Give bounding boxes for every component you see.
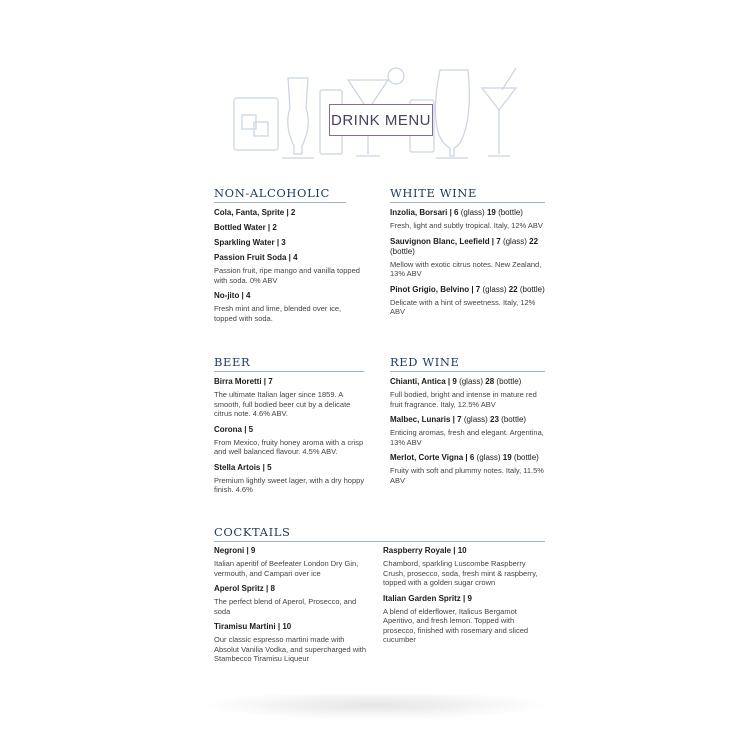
section-title-non-alcoholic: NON-ALCOHOLIC bbox=[214, 186, 346, 203]
menu-title: DRINK MENU bbox=[329, 104, 433, 136]
item-name: Bottled Water | 2 bbox=[214, 223, 277, 232]
item-name: Tiramisu Martini | 10 bbox=[214, 622, 292, 631]
menu-item bbox=[214, 463, 369, 495]
item-name: Pinot Grigio, Belvino | 7 (glass) 22 (bottle) bbox=[390, 284, 545, 294]
item-name: Corona | 5 bbox=[214, 424, 254, 434]
section-title-beer: BEER bbox=[214, 355, 364, 372]
item-name: Stella Artois | 5 bbox=[214, 462, 272, 472]
item-description: The perfect blend of Aperol, Prosecco, and soda bbox=[214, 597, 357, 616]
menu-item bbox=[383, 546, 543, 588]
menu-item bbox=[214, 238, 364, 248]
page-shadow bbox=[200, 690, 550, 720]
item-name: Merlot, Corte Vigna | 6 (glass) 19 (bottle) bbox=[390, 453, 539, 462]
item-name: Negroni | 9 bbox=[214, 546, 256, 555]
item-name: Birra Moretti | 7 bbox=[214, 377, 273, 386]
cocktails-right-list bbox=[383, 546, 543, 649]
red-wine-list bbox=[390, 377, 545, 489]
item-description: Enticing aromas, fresh and elegant. Argentina, 13% ABV bbox=[390, 428, 544, 447]
hurricane-glass-icon bbox=[282, 78, 314, 158]
item-name: Inzolia, Borsari | 6 (glass) 19 (bottle) bbox=[390, 208, 523, 217]
menu-item bbox=[214, 223, 364, 233]
item-description: Mellow with exotic citrus notes. New Zealand, 13% ABV bbox=[390, 259, 542, 278]
menu-item bbox=[214, 425, 369, 457]
item-description: Our classic espresso martini made with Absolut Vanilia Vodka, and supercharged with Stambecco Tiramisu Liqueur bbox=[214, 635, 367, 663]
menu-item bbox=[390, 453, 545, 485]
section-title-white-wine: WHITE WINE bbox=[390, 186, 545, 203]
item-name: Italian Garden Spritz | 9 bbox=[383, 593, 472, 603]
item-description: From Mexico, fruity honey aroma with a crisp and well balanced flavour. 4.5% ABV. bbox=[214, 437, 364, 456]
item-description: Premium lightly sweet lager, with a dry hoppy finish. 4.6% bbox=[214, 475, 365, 494]
menu-item bbox=[390, 415, 545, 447]
item-description: Fresh mint and lime, blended over ice, topped with soda. bbox=[214, 304, 342, 323]
item-name: Aperol Spritz | 8 bbox=[214, 584, 275, 593]
item-name: Malbec, Lunaris | 7 (glass) 23 (bottle) bbox=[390, 415, 527, 424]
menu-item bbox=[214, 377, 369, 419]
menu-item bbox=[390, 285, 545, 317]
beer-glass-icon bbox=[435, 70, 469, 158]
menu-item bbox=[390, 208, 545, 231]
item-name: No-jito | 4 bbox=[214, 291, 251, 300]
menu-item bbox=[214, 291, 364, 323]
item-description: Fresh, light and subtly tropical. Italy, 12% ABV bbox=[390, 221, 543, 230]
beer-list bbox=[214, 377, 369, 499]
non-alcoholic-list bbox=[214, 208, 364, 327]
item-description: Fruity with soft and plummy notes. Italy, 11.5% ABV bbox=[390, 466, 544, 485]
item-name: Sparkling Water | 3 bbox=[214, 238, 286, 247]
menu-item bbox=[383, 594, 543, 645]
menu-item bbox=[390, 377, 545, 409]
item-description: A blend of elderflower, Italicus Bergamot Aperitivo, and fresh lemon. Topped with prosecco, finished with rosemary and sliced cucumber bbox=[383, 606, 529, 644]
menu-item bbox=[214, 584, 370, 616]
item-name: Cola, Fanta, Sprite | 2 bbox=[214, 208, 296, 217]
menu-item bbox=[390, 237, 545, 279]
section-title-red-wine: RED WINE bbox=[390, 355, 545, 372]
item-name: Sauvignon Blanc, Leefield | 7 (glass) 22 (bottle) bbox=[390, 236, 539, 256]
menu-item bbox=[214, 208, 364, 218]
white-wine-list bbox=[390, 208, 545, 321]
menu-item bbox=[214, 253, 364, 285]
menu-item bbox=[214, 546, 370, 578]
item-description: Delicate with a hint of sweetness. Italy, 12% ABV bbox=[390, 297, 536, 316]
item-description: Chambord, sparkling Luscombe Raspberry Crush, prosecco, soda, fresh mint & raspberry, topped with a golden sugar crown bbox=[383, 559, 538, 587]
item-name: Passion Fruit Soda | 4 bbox=[214, 253, 298, 262]
cocktails-left-list bbox=[214, 546, 370, 668]
menu-item bbox=[214, 622, 370, 664]
item-name: Chianti, Antica | 9 (glass) 28 (bottle) bbox=[390, 377, 522, 386]
item-description: Passion fruit, ripe mango and vanilla topped with soda. 0% ABV bbox=[214, 266, 360, 285]
item-description: Full bodied, bright and intense in mature red fruit fragrance. Italy, 12.5% ABV bbox=[390, 390, 537, 409]
cocktail-glass-icon bbox=[482, 68, 516, 156]
rocks-glass-icon bbox=[234, 98, 278, 150]
item-description: The ultimate Italian lager since 1859. A smooth, full bodied beer cut by a delicate citrus note. 4.6% ABV. bbox=[214, 390, 351, 418]
section-title-cocktails: COCKTAILS bbox=[214, 525, 545, 542]
item-description: Italian aperitif of Beefeater London Dry Gin, vermouth, and Campari over ice bbox=[214, 559, 359, 578]
item-name: Raspberry Royale | 10 bbox=[383, 546, 467, 555]
